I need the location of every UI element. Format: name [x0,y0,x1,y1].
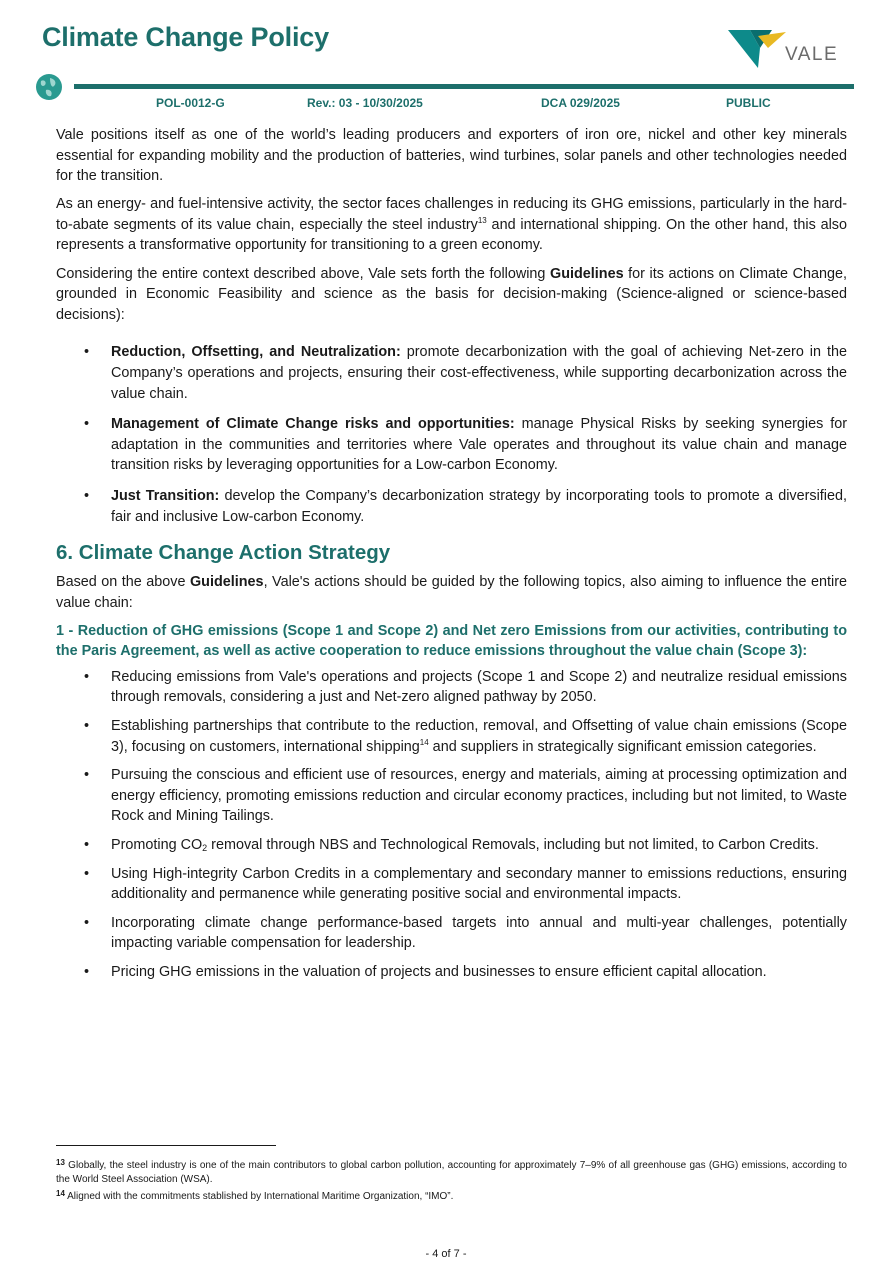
intro-paragraph-2: As an energy- and fuel-intensive activity, the sector faces challenges in reducing its GHG emissions, particularly in the hard-to-abate segments of its value chain, especially the steel industry$^{13}$ and international shipping. On the other hand, this also represents a transformative opportunity for transitioning to a green economy. [56,196,848,254]
section-intro: Based on the above Guidelines, Vale's actions should be guided by the following topics, also aiming to influence the entire value chain: [56,574,847,611]
list-item: • Just Transition: develop the Company’s decarbonization strategy by incorporating tools to promote a diversified, fair and inclusive Low-carbon Economy. [84,487,847,525]
globe-icon [35,73,63,101]
bullet-icon: • [84,668,90,685]
document-body [56,125,847,991]
list-item: • Promoting $CO_2$ removal through NBS and Technological Removals, including but not limited, to Carbon Credits. [56,835,847,856]
bullet-icon: • [84,914,90,931]
list-item: • Management of Climate Change risks and opportunities: manage Physical Risks by seeking synergies for adaptation in the communities and territories where Vale operates and throughout its value chain and manage transition risks by leveraging opportunities for a Low-carbon Economy. [84,416,848,474]
footnote-ref-14[interactable]: 14 [419,737,429,747]
actions-list [56,667,847,983]
bullet-icon: • [84,487,90,504]
footnote-14: $^{14}$ Aligned with the commitments stablished by International Maritime Organization, “IMO”. [56,1189,454,1202]
bullet-icon: • [84,416,90,433]
intro-paragraph-1: Vale positions itself as one of the world’s leading producers and exporters of iron ore, nickel and other key minerals essential for expanding mobility and the production of batteries, wind turbines, solar panels and other technologies needed for the transition. [56,127,847,185]
bullet-icon: • [84,963,90,980]
bullet-icon: • [84,836,90,853]
bullet-icon: • [84,767,90,784]
section-heading: 6. Climate Change Action Strategy [56,541,391,565]
list-item: • Pursuing the conscious and efficient use of resources, energy and materials, aiming at processing optimization and energy efficiency, promoting emissions reduction and circular economy practices, including but not limited, to Waste Rock and Mining Tailings. [84,767,847,825]
footnote-13: $^{13}$ Globally, the steel industry is one of the main contributors to global carbon pollution, accounting for approximately 7–9% of all greenhouse gas (GHG) emissions, according to the World Steel Association (WSA). [56,1158,847,1185]
list-item: • Reduction, Offsetting, and Neutralization: promote decarbonization with the goal of achieving Net-zero in the Company’s operations and projects, ensuring their cost-effectiveness, while supporting decarbonization across the value chain. [84,344,847,402]
doc-code: POL-0012-G [156,96,225,110]
footnotes [56,1156,847,1204]
page-number: - 4 of 7 - [425,1248,467,1260]
bullet-icon: • [84,717,90,734]
list-item: • Using High-integrity Carbon Credits in a complementary and secondary manner to emissions reductions, ensuring additionality and permanence while generating positive social and environmental impacts. [84,865,847,903]
list-item: • Incorporating climate change performance-based targets into annual and multi-year challenges, potentially impacting variable compensation for leadership. [84,914,847,952]
logo-text: VALE [785,44,839,65]
footnote-ref-13[interactable]: 13 [477,215,487,225]
page-title: Climate Change Policy [42,22,329,52]
dca-number: DCA 029/2025 [541,96,620,110]
list-item: • Establishing partnerships that contribute to the reduction, removal, and Offsetting of value chain emissions (Scope 3), focusing on customers, international shipping$^{14}$ and suppliers in strategically significant emission categories. [84,717,847,755]
guidelines-list [56,342,847,527]
bullet-icon: • [84,865,90,882]
classification: PUBLIC [726,96,771,110]
list-item: • Reducing emissions from Vale's operations and projects (Scope 1 and Scope 2) and neutralize residual emissions through removals, considering a just and Net-zero aligned pathway by 2050. [84,668,847,706]
revision: Rev.: 03 - 10/30/2025 [307,96,423,110]
list-item: • Pricing GHG emissions in the valuation of projects and businesses to ensure efficient capital allocation. [56,962,847,983]
intro-paragraph-3: Considering the entire context described above, Vale sets forth the following Guidelines for its actions on Climate Change, grounded in Economic Feasibility and science as the basis for decision-making (Science-aligned or science-based decisions): [56,265,847,323]
bullet-icon: • [84,344,90,361]
header-rule [74,84,854,89]
section-subheading: 1 - Reduction of GHG emissions (Scope 1 and Scope 2) and Net zero Emissions from our activities, contributing to the Paris Agreement, as well as active cooperation to reduce emissions throughout the value chain (Scope 3): [56,622,847,660]
footnote-divider [56,1145,276,1146]
